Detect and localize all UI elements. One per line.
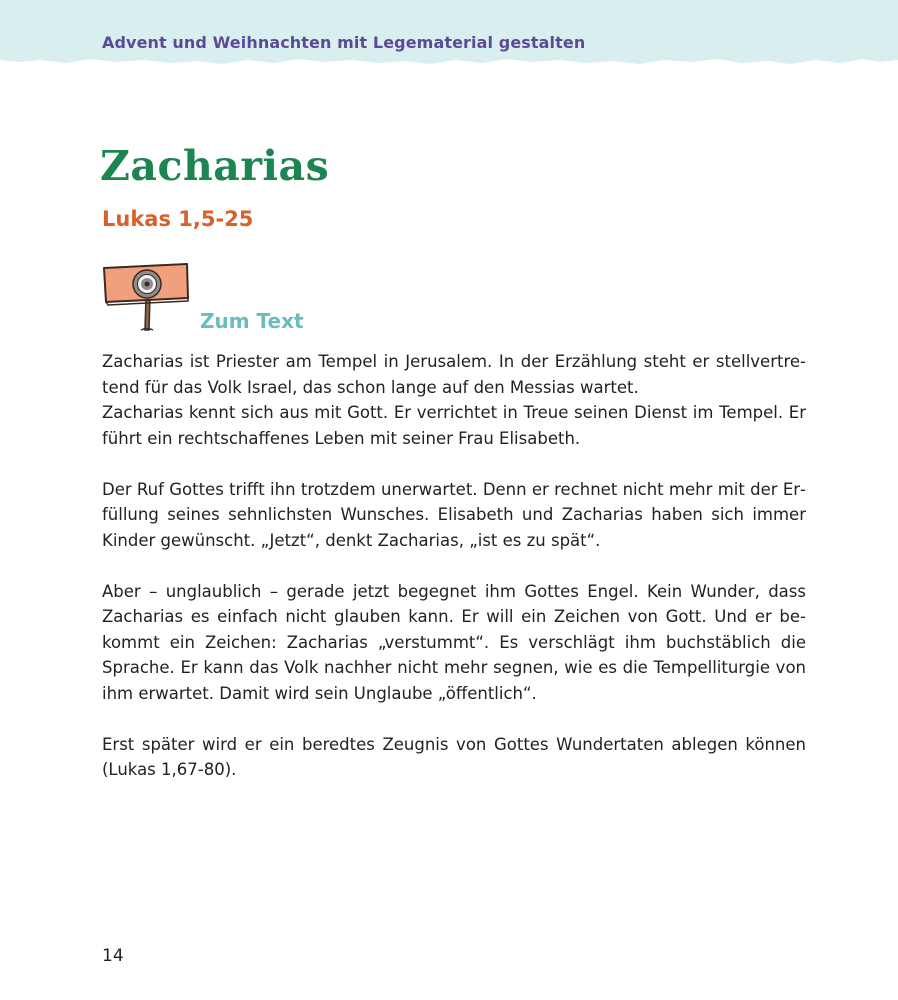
paragraph-line-group: Zacharias kennt sich aus mit Gott. Er verrichtet in Treue seinen Dienst im Tempel. Er führt ein rechtschaffenes Leben mit seiner Frau Elisabeth. bbox=[102, 403, 806, 448]
running-title: Advent und Weihnachten mit Legematerial gestalten bbox=[102, 33, 586, 52]
bible-reference: Lukas 1,5-25 bbox=[102, 207, 254, 231]
signpost-target-icon bbox=[100, 258, 194, 336]
body-text bbox=[102, 349, 806, 783]
paragraph: Der Ruf Gottes trifft ihn trotzdem unerwartet. Denn er rechnet nicht mehr mit der Erfüllung seines sehnlichsten Wunsches. Elisabeth und Zacharias haben sich immer Kinder gewünscht. „Jetzt“, denkt Zacharias, „ist es zu spät“. bbox=[102, 479, 806, 550]
paragraph: Aber – unglaublich – gerade jetzt begegnet ihm Gottes Engel. Kein Wunder, dass Zacharias es einfach nicht glauben kann. Er will ein Zeichen von Gott. Und er bekommt ein Zeichen: Zacharias „verstummt“. Es verschlägt ihm buchstäblich die Sprache. Er kann das Volk nachher nicht mehr segnen, wie es die Tempelliturgie von ihm erwartet. Damit wird sein Unglaube „öffentlich“. bbox=[102, 581, 806, 703]
paragraph: Erst später wird er ein beredtes Zeugnis von Gottes Wundertaten ablegen können (Lukas 1,67-80). bbox=[102, 734, 806, 779]
page-number: 14 bbox=[102, 946, 124, 966]
section-heading: Zum Text bbox=[200, 309, 304, 333]
paragraph bbox=[102, 349, 806, 451]
page-title: Zacharias bbox=[100, 142, 330, 190]
paragraph-line-group: Zacharias ist Priester am Tempel in Jerusalem. In der Erzählung steht er stellvertretend für das Volk Israel, das schon lange auf den Messias wartet. bbox=[102, 352, 806, 397]
